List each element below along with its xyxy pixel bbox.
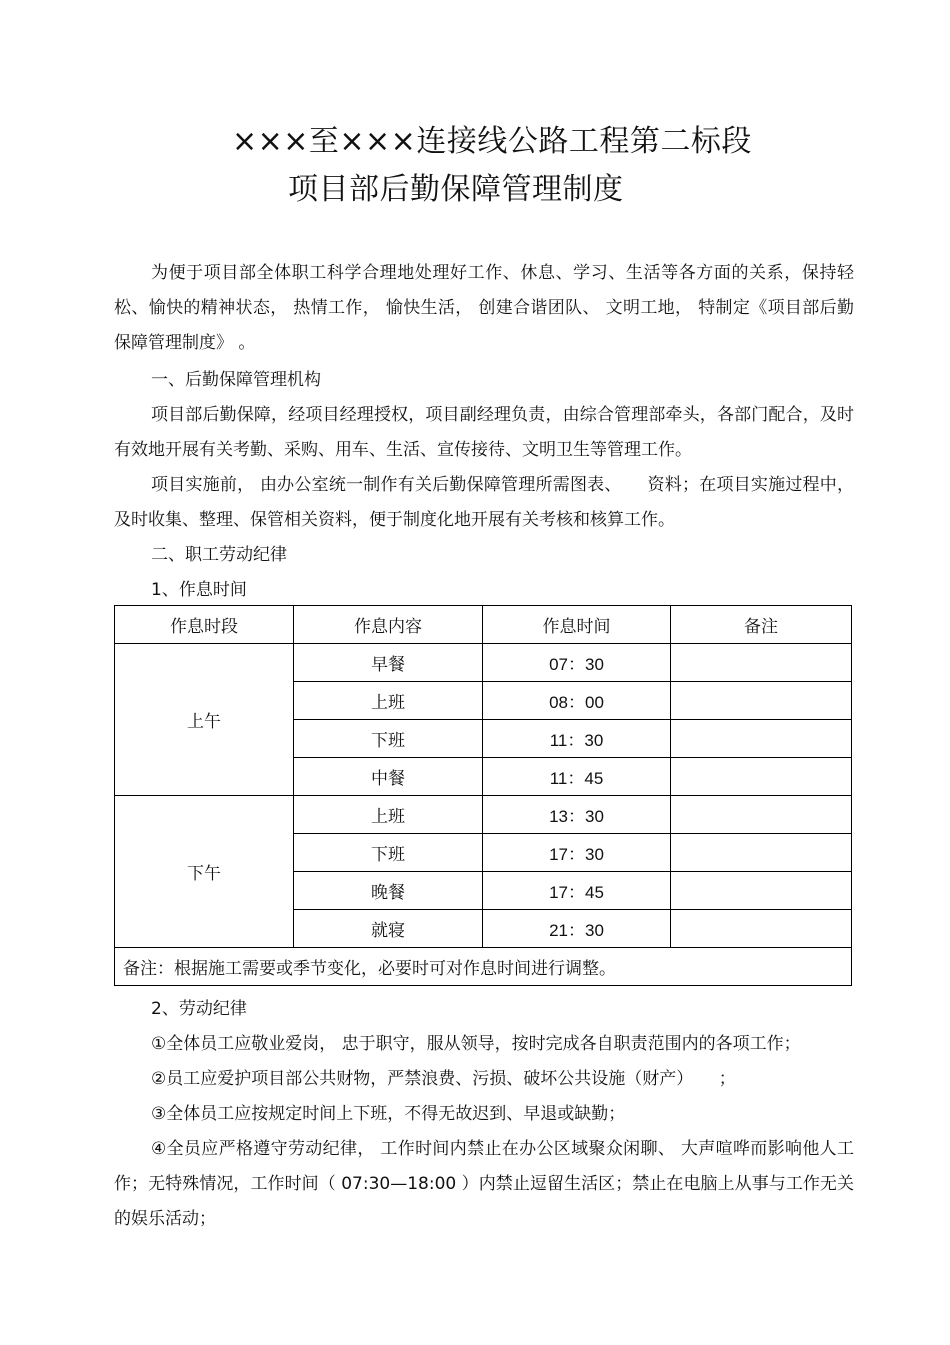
remark-cell	[671, 796, 852, 834]
content-cell: 就寝	[294, 910, 483, 948]
time-cell: 11：45	[483, 758, 671, 796]
remark-cell	[671, 682, 852, 720]
section-2-heading: 二、职工劳动纪律	[151, 545, 287, 565]
remark-cell	[671, 834, 852, 872]
content-cell: 上班	[294, 796, 483, 834]
discipline-item-4: ④全员应严格遵守劳动纪律， 工作时间内禁止在办公区域聚众闲聊、 大声喧哗而影响他人工作；无特殊情况，工作时间（ 07:30—18:00 ）内禁止逗留生活区；禁止在电脑上从事与工作无关的娱乐活动；	[114, 1139, 854, 1229]
content-cell: 上班	[294, 682, 483, 720]
remark-cell	[671, 872, 852, 910]
title-line-2: 项目部后勤保障管理制度	[288, 172, 624, 207]
time-cell: 11：30	[483, 720, 671, 758]
discipline-item-3: ③全体员工应按规定时间上下班，不得无故迟到、早退或缺勤；	[151, 1104, 626, 1124]
section-1-paragraph-1: 项目部后勤保障，经项目经理授权，项目副经理负责，由综合管理部牵头，各部门配合，及时有效地开展有关考勤、采购、用车、生活、宣传接待、文明卫生等管理工作。	[114, 405, 854, 460]
time-cell: 17：30	[483, 834, 671, 872]
remark-cell	[671, 910, 852, 948]
remark-cell	[671, 644, 852, 682]
time-cell: 21：30	[483, 910, 671, 948]
table-note-row	[115, 948, 852, 986]
period-morning: 上午	[115, 644, 294, 796]
remark-cell	[671, 758, 852, 796]
period-afternoon: 下午	[115, 796, 294, 948]
table-note: 备注：根据施工需要或季节变化，必要时可对作息时间进行调整。	[115, 948, 852, 986]
content-cell: 下班	[294, 720, 483, 758]
header-time: 作息时间	[483, 606, 671, 644]
remark-cell	[671, 720, 852, 758]
time-cell: 08：00	[483, 682, 671, 720]
time-cell: 07：30	[483, 644, 671, 682]
section-1-heading: 一、后勤保障管理机构	[151, 370, 321, 390]
time-cell: 17：45	[483, 872, 671, 910]
content-cell: 中餐	[294, 758, 483, 796]
intro-paragraph: 为便于项目部全体职工科学合理地处理好工作、休息、学习、生活等各方面的关系，保持轻松、愉快的精神状态， 热情工作， 愉快生活， 创建合谐团队、 文明工地， 特制定《项目部后勤保障管理制度》 。	[114, 263, 854, 353]
schedule-subheading: 1、作息时间	[151, 580, 247, 600]
section-1-paragraph-2: 项目实施前， 由办公室统一制作有关后勤保障管理所需图表、 资料；在项目实施过程中，及时收集、整理、保管相关资料，便于制度化地开展有关考核和核算工作。	[114, 475, 854, 530]
title-line-1: ×××至×××连接线公路工程第二标段	[232, 124, 752, 159]
table-row	[115, 796, 852, 834]
discipline-heading: 2、劳动纪律	[151, 999, 247, 1019]
discipline-item-1: ①全体员工应敬业爱岗， 忠于职守，服从领导，按时完成各自职责范围内的各项工作；	[151, 1034, 801, 1054]
table-header-row	[115, 606, 852, 644]
header-content: 作息内容	[294, 606, 483, 644]
time-cell: 13：30	[483, 796, 671, 834]
content-cell: 下班	[294, 834, 483, 872]
schedule-table	[114, 605, 852, 986]
content-cell: 早餐	[294, 644, 483, 682]
header-remark: 备注	[671, 606, 852, 644]
content-cell: 晚餐	[294, 872, 483, 910]
discipline-item-2: ②员工应爱护项目部公共财物，严禁浪费、污损、破坏公共设施（财产） ；	[151, 1069, 736, 1089]
table-row	[115, 644, 852, 682]
header-period: 作息时段	[115, 606, 294, 644]
